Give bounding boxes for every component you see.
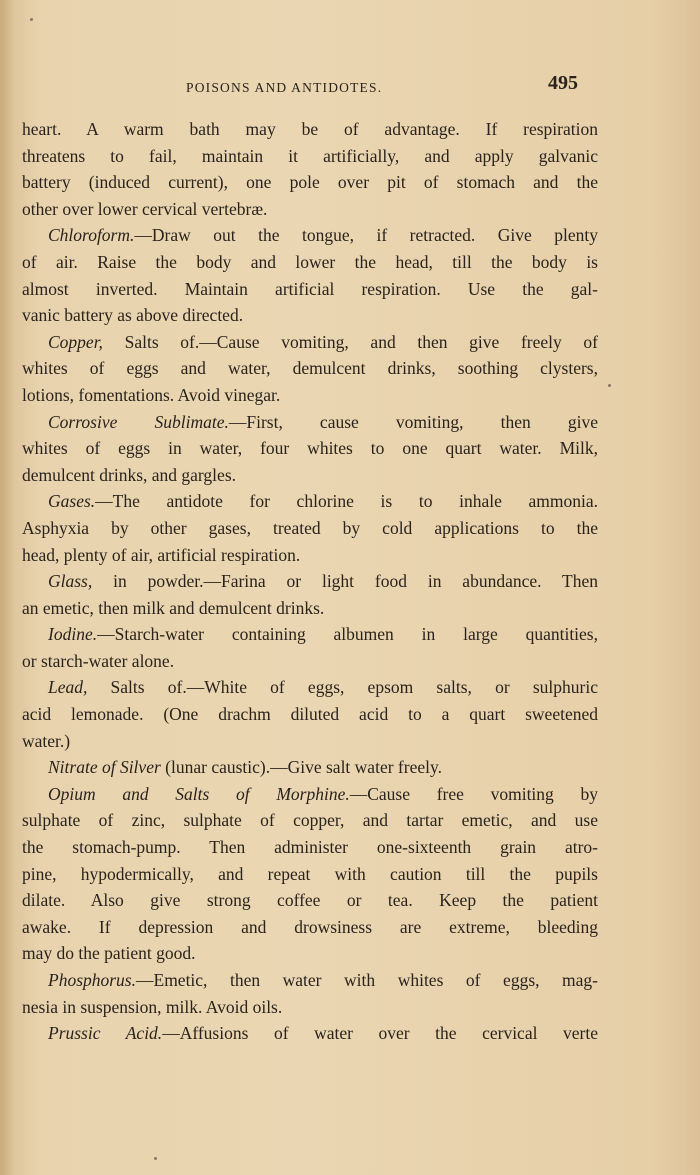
entry-text: —First, cause vomiting, then give <box>228 411 598 432</box>
entry-text: —Emetic, then water with whites of eggs, mag- <box>136 970 598 990</box>
text-line: may do the patient good. <box>22 943 196 964</box>
text-line: demulcent drinks, and gargles. <box>22 464 236 485</box>
text-line: dilate. Also give strong coffee or tea. Keep the patient <box>22 890 598 911</box>
entry-gases <box>22 488 598 515</box>
text-line: pine, hypodermically, and repeat with caution till the pupils <box>22 863 598 884</box>
entry-copper <box>22 329 598 356</box>
entry-prussic-acid <box>22 1020 598 1047</box>
entry-text: —The antidote for chlorine is to inhale ammonia. <box>95 491 598 512</box>
text-line: or starch-water alone. <box>22 650 175 671</box>
entry-lead <box>22 674 598 701</box>
text-line: acid lemonade. (One drachm diluted acid to a quart sweetened <box>22 704 598 725</box>
text-line: head, plenty of air, artificial respiration. <box>22 544 301 565</box>
entry-term: Nitrate of Silver <box>48 757 161 778</box>
gutter-shadow <box>0 0 14 1175</box>
entry-term: Opium and Salts of Morphine. <box>48 783 350 804</box>
entry-term: Corrosive Sublimate. <box>48 411 229 432</box>
entry-term: Lead, <box>48 677 88 698</box>
entry-term: Copper, <box>48 331 103 352</box>
entry-text: in powder.—Farina or light food in abundance. Then <box>92 571 598 592</box>
page-speck <box>608 384 611 387</box>
page-speck <box>154 1157 157 1160</box>
entry-opium <box>22 781 598 808</box>
entry-chloroform <box>22 222 598 249</box>
text-line: other over lower cervical vertebræ. <box>22 198 268 219</box>
entry-term: Iodine. <box>48 624 98 645</box>
entry-corrosive-sublimate <box>22 409 598 436</box>
entry-text: —Affusions of water over the cervical verte <box>162 1023 598 1044</box>
text-line: battery (induced current), one pole over pit of stomach and the <box>22 172 598 193</box>
page-speck <box>30 18 33 21</box>
text-line: the stomach-pump. Then administer one-sixteenth grain atro- <box>22 837 598 858</box>
entry-text: Salts of.—Cause vomiting, and then give freely of <box>102 331 598 352</box>
text-line: whites of eggs in water, four whites to one quart water. Milk, <box>22 438 598 459</box>
entry-text: —Starch-water containing albumen in large quantities, <box>97 624 598 645</box>
entry-term: Glass, <box>48 571 93 592</box>
text-line: of air. Raise the body and lower the head, till the body is <box>22 251 598 272</box>
text-line: vanic battery as above directed. <box>22 305 244 326</box>
text-line: whites of eggs and water, demulcent drinks, soothing clysters, <box>22 358 598 379</box>
text-line: an emetic, then milk and demulcent drinks. <box>22 597 325 618</box>
text-line: heart. A warm bath may be of advantage. If respiration <box>22 119 598 139</box>
entry-text: —Draw out the tongue, if retracted. Give plenty <box>134 225 598 246</box>
entry-phosphorus <box>22 967 598 994</box>
text-line: almost inverted. Maintain artificial respiration. Use the gal- <box>22 278 598 299</box>
page-number: 495 <box>548 72 578 94</box>
text-line: Asphyxia by other gases, treated by cold applications to the <box>22 517 598 538</box>
page-body <box>22 116 598 1047</box>
entry-term: Prussic Acid. <box>48 1023 163 1044</box>
entry-nitrate-of-silver <box>22 754 598 781</box>
entry-term: Chloroform. <box>48 225 135 246</box>
page-header <box>0 72 700 102</box>
text-line: lotions, fomentations. Avoid vinegar. <box>22 384 281 405</box>
entry-text: Salts of.—White of eggs, epsom salts, or sulphuric <box>87 677 598 698</box>
entry-glass <box>22 568 598 595</box>
entry-term: Phosphorus. <box>48 970 136 990</box>
text-line: water.) <box>22 730 71 751</box>
entry-text: (lunar caustic).—Give salt water freely. <box>160 757 442 778</box>
running-head: POISONS AND ANTIDOTES. <box>186 80 383 95</box>
text-line: awake. If depression and drowsiness are extreme, bleeding <box>22 916 598 937</box>
text-line: sulphate of zinc, sulphate of copper, and tartar emetic, and use <box>22 810 598 831</box>
entry-text: —Cause free vomiting by <box>349 783 598 804</box>
text-line: nesia in suspension, milk. Avoid oils. <box>22 996 283 1017</box>
text-line: threatens to fail, maintain it artificially, and apply galvanic <box>22 145 598 166</box>
entry-iodine <box>22 621 598 648</box>
entry-term: Gases. <box>48 491 96 512</box>
